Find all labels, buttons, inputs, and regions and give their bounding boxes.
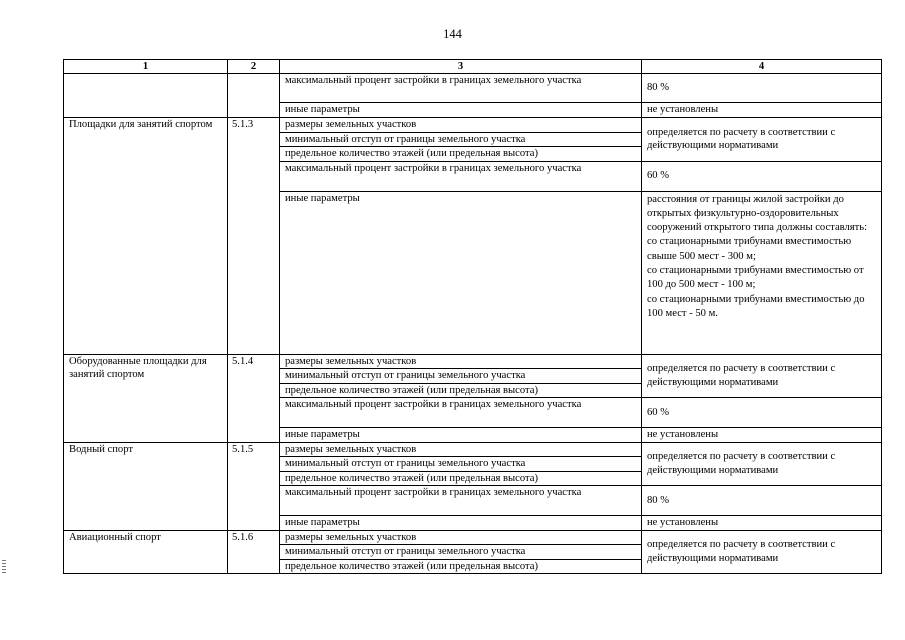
param-cell: иные параметры (280, 428, 642, 443)
param-cell: предельное количество этажей (или предельная высота) (280, 383, 642, 398)
continued-code-cell (228, 74, 280, 118)
value-cell: 60 % (642, 398, 882, 428)
header-col-1: 1 (64, 60, 228, 74)
value-cell: не установлены (642, 103, 882, 118)
value-cell: определяется по расчету в соответствии с действующими нормативами (642, 354, 882, 398)
param-cell: размеры земельных участков (280, 442, 642, 457)
value-cell: 80 % (642, 74, 882, 103)
value-cell: определяется по расчету в соответствии с действующими нормативами (642, 118, 882, 162)
group-name-cell: Площадки для занятий спортом (64, 118, 228, 355)
header-col-2: 2 (228, 60, 280, 74)
table-row (64, 354, 882, 369)
param-cell: размеры земельных участков (280, 354, 642, 369)
param-cell: размеры земельных участков (280, 530, 642, 545)
value-cell: не установлены (642, 428, 882, 443)
table-row (64, 442, 882, 457)
param-cell: минимальный отступ от границы земельного участка (280, 132, 642, 147)
table-row (64, 530, 882, 545)
value-cell: определяется по расчету в соответствии с действующими нормативами (642, 530, 882, 574)
group-name-cell: Авиационный спорт (64, 530, 228, 574)
param-cell: максимальный процент застройки в границах земельного участка (280, 398, 642, 428)
param-cell: минимальный отступ от границы земельного участка (280, 369, 642, 384)
land-use-regulations-table (63, 59, 882, 574)
param-cell: предельное количество этажей (или предельная высота) (280, 471, 642, 486)
header-col-4: 4 (642, 60, 882, 74)
header-row (64, 60, 882, 74)
group-code-cell: 5.1.3 (228, 118, 280, 355)
table-row (64, 118, 882, 133)
margin-scan-mark (2, 560, 6, 574)
group-code-cell: 5.1.4 (228, 354, 280, 442)
param-cell: минимальный отступ от границы земельного участка (280, 457, 642, 472)
value-cell: 60 % (642, 161, 882, 191)
group-name-cell: Оборудованные площадки для занятий спортом (64, 354, 228, 442)
param-cell: иные параметры (280, 191, 642, 354)
table-row (64, 74, 882, 103)
param-cell: минимальный отступ от границы земельного участка (280, 545, 642, 560)
param-cell: максимальный процент застройки в границах земельного участка (280, 486, 642, 516)
param-cell: иные параметры (280, 103, 642, 118)
param-cell: предельное количество этажей (или предельная высота) (280, 147, 642, 162)
page-number: 144 (443, 27, 462, 41)
group-code-cell: 5.1.5 (228, 442, 280, 530)
group-name-cell: Водный спорт (64, 442, 228, 530)
header-col-3: 3 (280, 60, 642, 74)
value-cell: расстояния от границы жилой застройки до открытых физкультурно-оздоровительных сооружений открытого типа должны составлять: со стационарными трибунами вместимостью свыше 500 мест - 300 м; со стационарными трибунами вместимостью от 100 до 500 мест - 100 м; со стационарными трибунами вместимостью до 100 мест - 50 м. (642, 191, 882, 354)
value-cell: 80 % (642, 486, 882, 516)
param-cell: максимальный процент застройки в границах земельного участка (280, 161, 642, 191)
param-cell: размеры земельных участков (280, 118, 642, 133)
param-cell: иные параметры (280, 516, 642, 531)
continued-name-cell (64, 74, 228, 118)
value-cell: определяется по расчету в соответствии с действующими нормативами (642, 442, 882, 486)
value-cell: не установлены (642, 516, 882, 531)
param-cell: максимальный процент застройки в границах земельного участка (280, 74, 642, 103)
group-code-cell: 5.1.6 (228, 530, 280, 574)
param-cell: предельное количество этажей (или предельная высота) (280, 559, 642, 574)
